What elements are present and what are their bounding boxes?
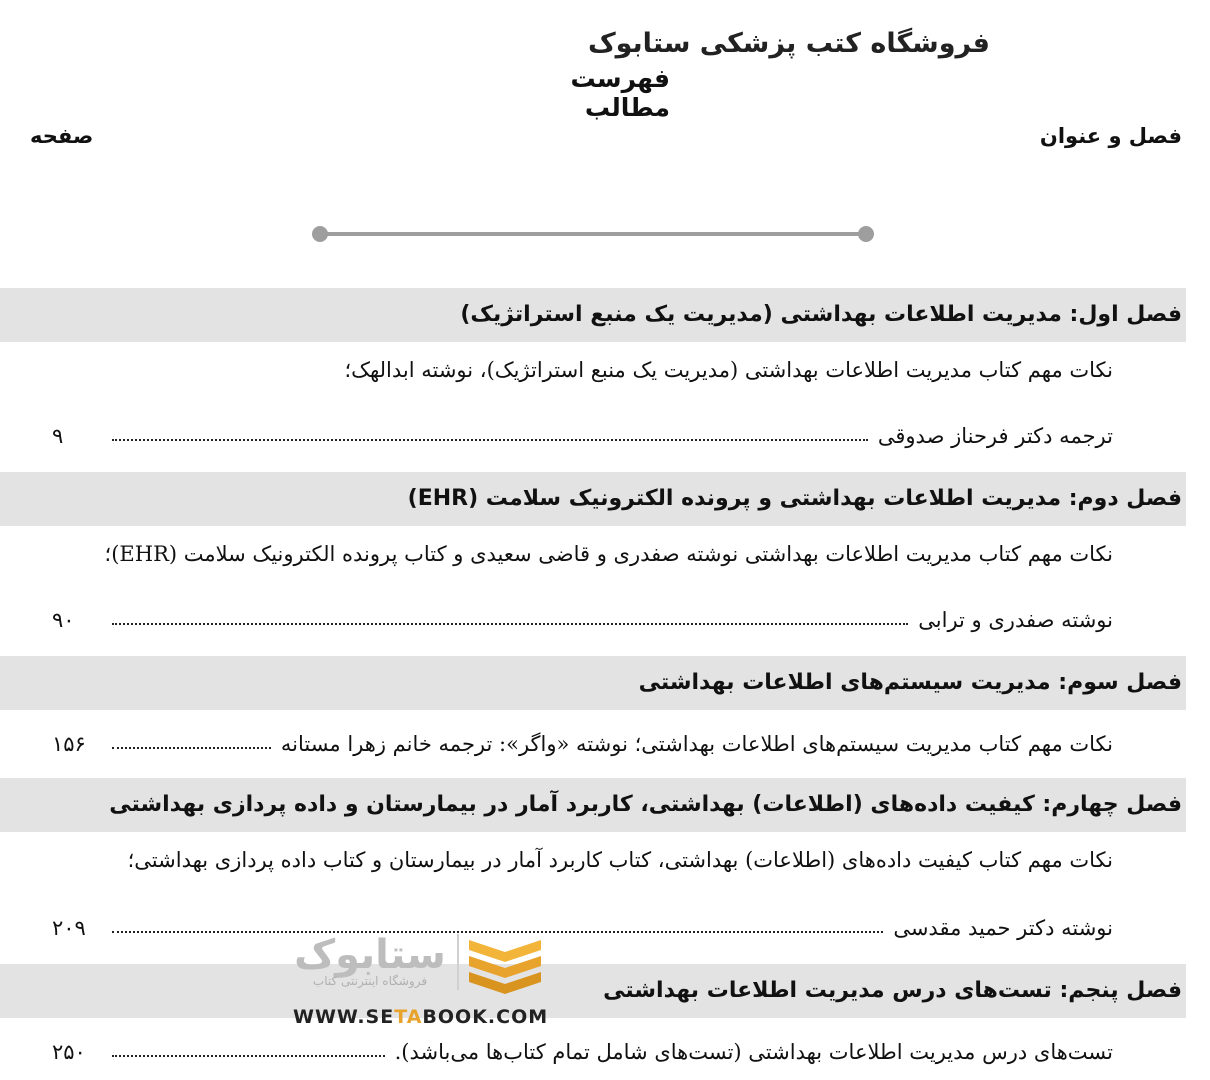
toc-entry-text: نکات مهم کتاب مدیریت اطلاعات بهداشتی (مدیریت یک منبع استراتژیک)، نوشته ابدالهک؛	[344, 358, 1113, 382]
page-number: ۲۰۹	[52, 916, 86, 940]
watermark-tagline: فروشگاه اینترنتی کتاب	[312, 974, 428, 988]
toc-entry-text: نکات مهم کتاب مدیریت سیستم‌های اطلاعات بهداشتی؛ نوشته «واگر»: ترجمه خانم زهرا مستانه	[280, 732, 1113, 756]
toc-entry-text: نکات مهم کتاب مدیریت اطلاعات بهداشتی نوشته صفدری و قاضی سعیدی و کتاب پرونده الکترونیک سلامت (EHR)؛	[104, 542, 1113, 566]
toc-entry-text: نوشته صفدری و ترابی	[918, 608, 1113, 632]
watermark-brand: ستابوک	[294, 932, 446, 978]
dot-leader	[112, 623, 908, 625]
chapter-heading: فصل سوم: مدیریت سیستم‌های اطلاعات بهداشتی	[0, 656, 1186, 710]
toc-entry-text: نکات مهم کتاب کیفیت داده‌های (اطلاعات) بهداشتی، کتاب کاربرد آمار در بیمارستان و کتاب داده پردازی بهداشتی؛	[127, 848, 1113, 872]
watermark-url: WWW.SETABOOK.COM	[293, 1006, 549, 1028]
column-header-page: صفحه	[30, 124, 94, 148]
toc-entry	[52, 724, 1113, 756]
watermark-logo	[285, 930, 547, 1030]
toc-entry	[52, 908, 1113, 940]
chapter-heading: فصل پنجم: تست‌های درس مدیریت اطلاعات بهداشتی	[0, 964, 1186, 1018]
toc-entry-text: نوشته دکتر حمید مقدسی	[893, 916, 1113, 940]
store-name: فروشگاه کتب پزشکی ستابوک	[587, 28, 990, 59]
divider	[312, 226, 874, 242]
chapter-heading: فصل اول: مدیریت اطلاعات بهداشتی (مدیریت یک منبع استراتژیک)	[0, 288, 1186, 342]
toc-entry-text: تست‌های درس مدیریت اطلاعات بهداشتی (تست‌های شامل تمام کتاب‌ها می‌باشد).	[394, 1040, 1113, 1064]
book-stack-icon	[465, 930, 545, 994]
column-header-chapter: فصل و عنوان	[1039, 124, 1182, 148]
watermark-separator	[457, 934, 459, 990]
toc-entry-text: ترجمه دکتر فرحناز صدوقی	[877, 424, 1113, 448]
page-number: ۹	[52, 424, 64, 448]
toc-entry	[52, 600, 1113, 632]
toc-entry	[52, 416, 1113, 448]
toc-entry	[52, 1032, 1113, 1064]
dot-leader	[112, 439, 868, 441]
chapter-heading: فصل چهارم: کیفیت داده‌های (اطلاعات) بهداشتی، کاربرد آمار در بیمارستان و داده پردازی بهداشتی	[0, 778, 1186, 832]
page-number: ۱۵۶	[52, 732, 86, 756]
toc-title: فهرست مطالب	[570, 64, 670, 122]
dot-leader	[112, 1055, 385, 1057]
page-number: ۹۰	[52, 608, 75, 632]
chapter-heading: فصل دوم: مدیریت اطلاعات بهداشتی و پرونده الکترونیک سلامت (EHR)	[0, 472, 1186, 526]
dot-leader	[112, 747, 271, 749]
page-number: ۲۵۰	[52, 1040, 86, 1064]
